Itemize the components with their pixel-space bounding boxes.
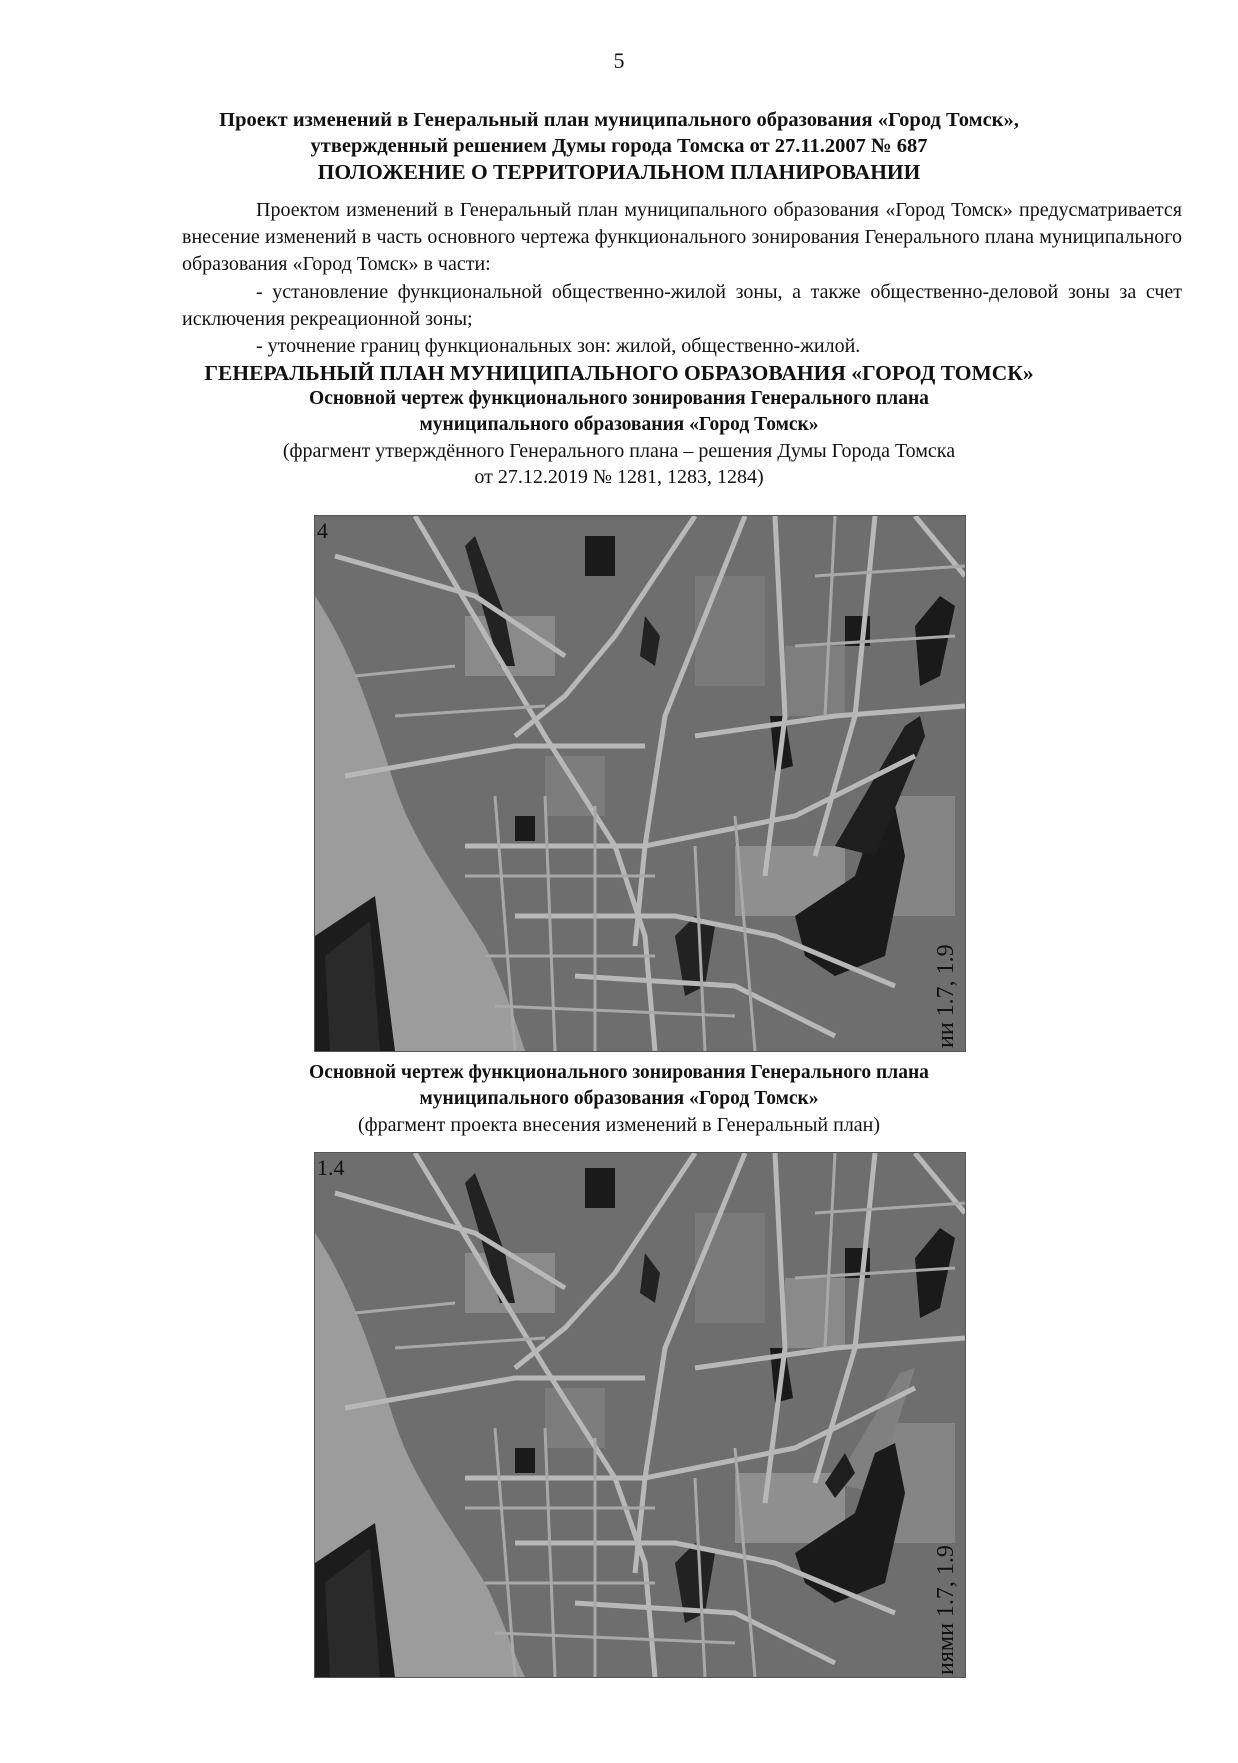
page-number: 5: [613, 48, 625, 73]
map-2-side-label: иями 1.7, 1.9: [933, 1545, 959, 1675]
project-title-line2: утвержденный решением Думы города Томска от 27.11.2007 № 687: [310, 135, 928, 157]
bullet-item-1: - установление функциональной общественно-жилой зоны, а также общественно-деловой зоны за счет исключения рекреационной зоны;: [182, 281, 1182, 330]
figure2-caption: (фрагмент проекта внесения изменений в Генеральный план): [357, 1114, 881, 1136]
figure1-caption-line2: от 27.12.2019 № 1281, 1283, 1284): [474, 466, 764, 488]
map-2-corner-label: 1.4: [317, 1155, 345, 1180]
general-plan-title: ГЕНЕРАЛЬНЫЙ ПЛАН МУНИЦИПАЛЬНОГО ОБРАЗОВАНИЯ «ГОРОД ТОМСК»: [204, 361, 1034, 385]
figure2-title-line2: муниципального образования «Город Томск»: [419, 1088, 819, 1109]
zoning-map-approved: [314, 515, 966, 1052]
project-title-line1: Проект изменений в Генеральный план муниципального образования «Город Томск»,: [219, 109, 1019, 131]
intro-paragraph: Проектом изменений в Генеральный план муниципального образования «Город Томск» предусматривается внесение изменений в часть основного чертежа функционального зонирования Генерального плана муниципального образования «Город Томск» в части:: [182, 199, 1182, 275]
bullet-item-2: - уточнение границ функциональных зон: жилой, общественно-жилой.: [256, 335, 861, 357]
figure2-title-line1: Основной чертеж функционального зонирования Генерального плана: [309, 1062, 929, 1083]
map-1-graphic: [315, 516, 965, 1051]
figure1-caption-line1: (фрагмент утверждённого Генерального плана – решения Думы Города Томска: [282, 440, 956, 462]
map-1-corner-label: 4: [317, 518, 328, 543]
section-heading: ПОЛОЖЕНИЕ О ТЕРРИТОРИАЛЬНОМ ПЛАНИРОВАНИИ: [317, 160, 921, 184]
zoning-map-proposed: [314, 1152, 966, 1678]
map-2-graphic: [315, 1153, 965, 1677]
figure1-title-line1: Основной чертеж функционального зонирования Генерального плана: [309, 388, 929, 409]
figure1-title-line2: муниципального образования «Город Томск»: [419, 414, 819, 435]
map-1-side-label: ии 1.7, 1.9: [933, 944, 959, 1048]
